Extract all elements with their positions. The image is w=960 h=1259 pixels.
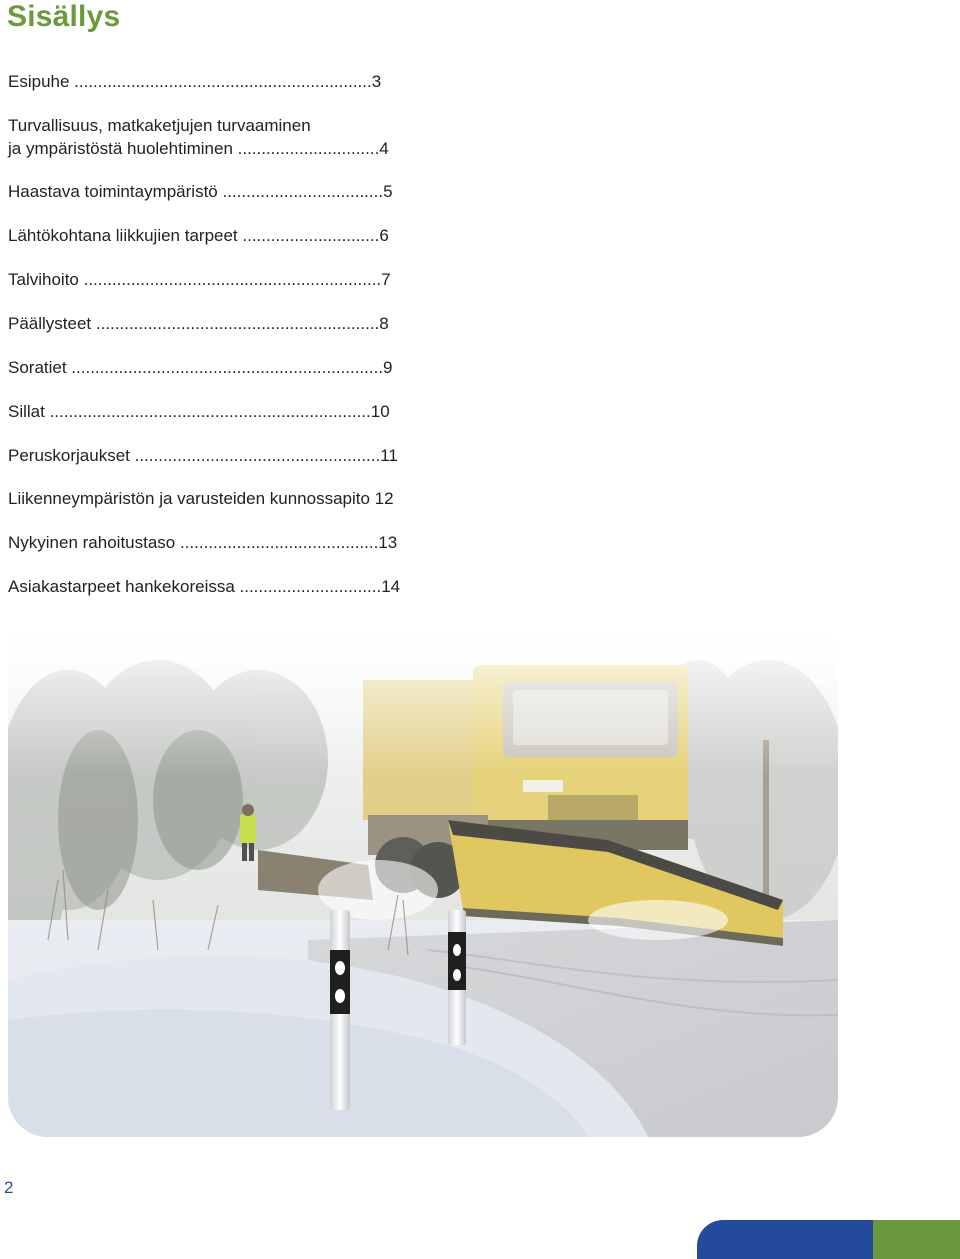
toc-entry-line: Nykyinen rahoitustaso ..........................................13: [8, 533, 398, 552]
toc-entry: [8, 180, 393, 203]
corner-decoration-blue: [697, 1220, 873, 1259]
toc-entry-line: Turvallisuus, matkaketjujen turvaaminen: [8, 116, 311, 135]
toc-entry: [8, 114, 389, 160]
toc-entry: [8, 487, 394, 510]
snowplow-truck-photo: [8, 620, 838, 1137]
toc-entry-line: Lähtökohtana liikkujien tarpeet .............................6: [8, 226, 389, 245]
toc-entry: [8, 444, 398, 467]
toc-entry-line: Asiakastarpeet hankekoreissa ..............................14: [8, 577, 401, 596]
toc-entry: [8, 531, 397, 554]
toc-entry: [8, 312, 389, 335]
toc-entry-line: Talvihoito ...............................................................7: [8, 270, 391, 289]
toc-entry: [8, 400, 390, 423]
toc-entry-line: Liikenneympäristön ja varusteiden kunnossapito 12: [8, 489, 394, 508]
toc-entry-line: Päällysteet ............................................................8: [8, 314, 389, 333]
toc-entry-line: Esipuhe ...............................................................3: [8, 72, 382, 91]
corner-decoration-green: [873, 1220, 960, 1259]
toc-entry: [8, 224, 389, 247]
toc-entry-line: ja ympäristöstä huolehtiminen ..............................4: [8, 139, 389, 158]
toc-entry-line: Sillat ....................................................................10: [8, 402, 390, 421]
toc-entry: [8, 268, 391, 291]
toc-entry-line: Peruskorjaukset ....................................................11: [8, 446, 398, 465]
toc-entry-line: Soratiet ..................................................................9: [8, 358, 393, 377]
toc-entry: [8, 70, 381, 93]
page-title: Sisällys: [7, 0, 121, 33]
toc-entry-line: Haastava toimintaympäristö ..................................5: [8, 182, 393, 201]
toc-entry: [8, 575, 400, 598]
page-number: 2: [4, 1178, 14, 1197]
toc-entry: [8, 356, 393, 379]
